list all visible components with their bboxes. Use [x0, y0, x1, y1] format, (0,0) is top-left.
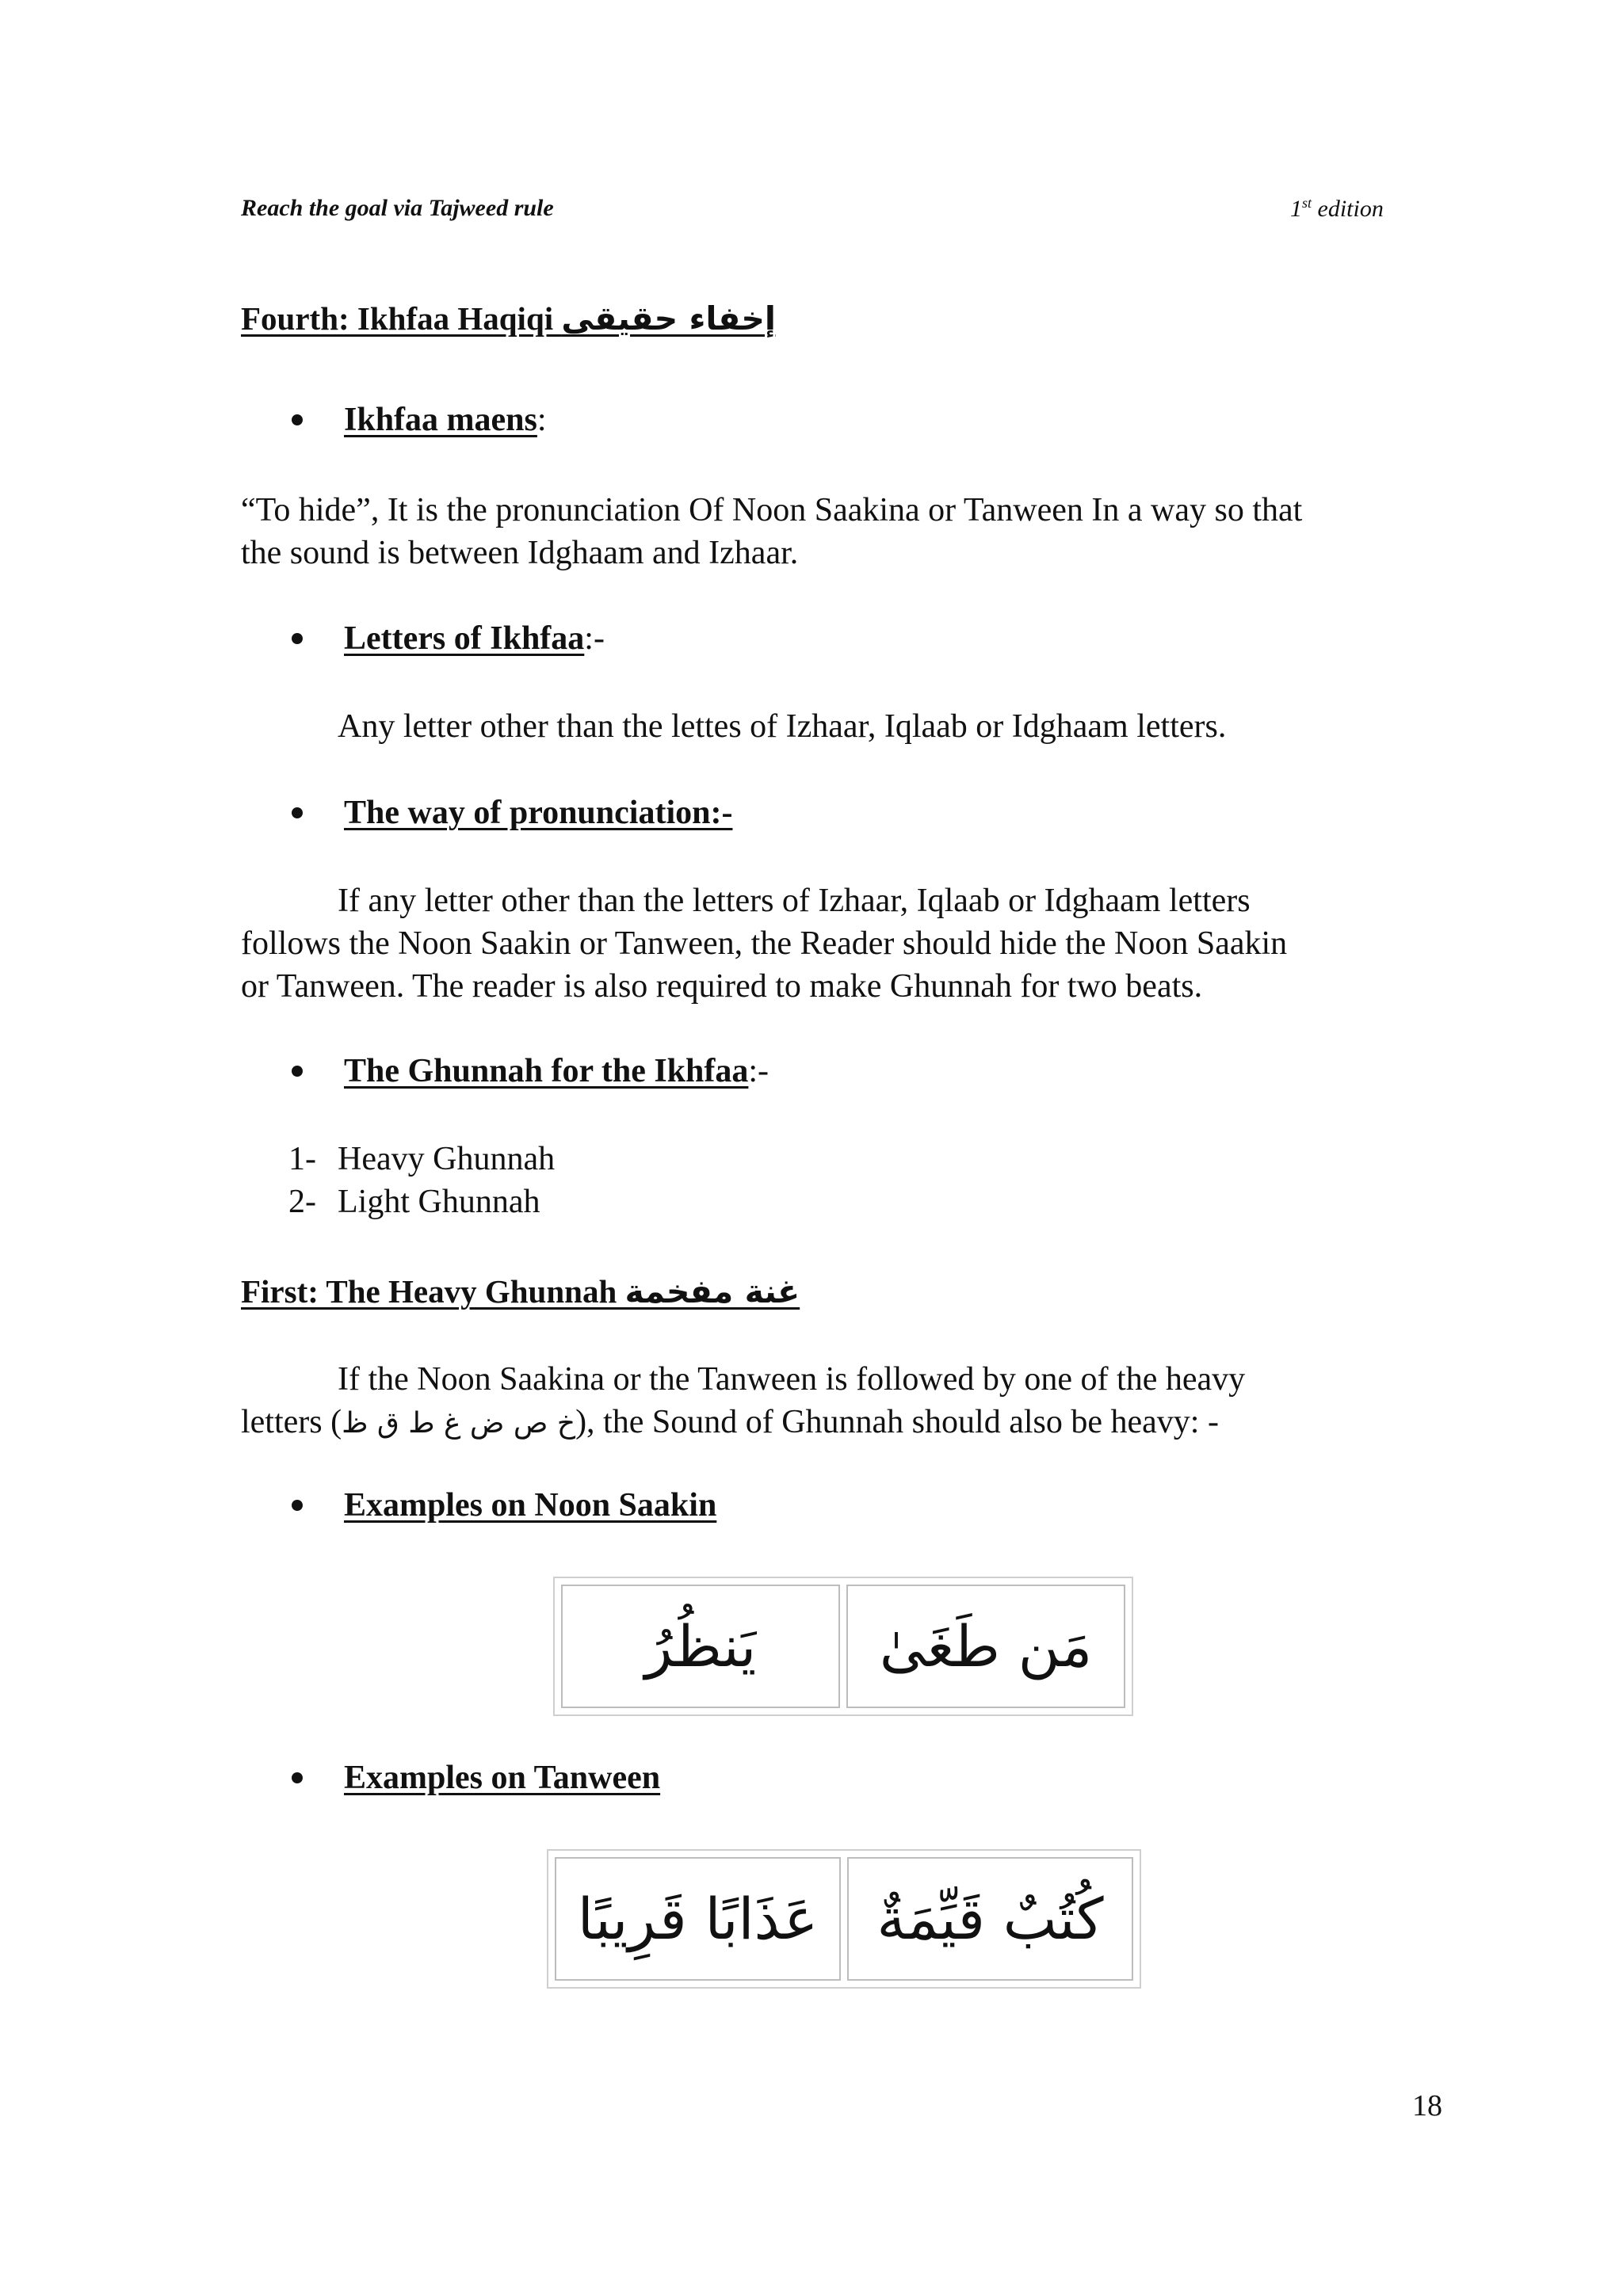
example-cell: يَنظُرُ: [561, 1585, 840, 1708]
bullet-suffix: :-: [748, 1053, 769, 1089]
page-number: 18: [1412, 2089, 1442, 2122]
running-header-edition: [1290, 195, 1384, 223]
bullet-suffix: :: [537, 402, 547, 438]
bullet-label: Examples on Noon Saakin: [344, 1487, 717, 1524]
bullet-ikhfaa-meaning: [292, 401, 547, 439]
section-heading-ar: إخفاء حقيقى: [561, 299, 776, 338]
paragraph-line: If any letter other than the letters of Izhaar, Iqlaab or Idghaam letters: [338, 883, 1251, 919]
edition-suffix: st: [1302, 195, 1312, 211]
bullet-label: The Ghunnah for the Ikhfaa: [344, 1053, 749, 1089]
section-heading-ar: غنة مفخمة: [624, 1272, 800, 1310]
running-header-title: Reach the goal via Tajweed rule: [241, 195, 554, 221]
section-heading-heavy-ghunnah: [241, 1272, 800, 1310]
bullet-dot: [292, 1500, 303, 1511]
paragraph-heavy-letters: [241, 1358, 1245, 1445]
section-heading-ikhfaa-haqiqi: [241, 299, 776, 338]
paragraph-line: [241, 1401, 1245, 1445]
bullet-dot: [292, 807, 303, 818]
bullet-dot: [292, 414, 303, 425]
examples-table-tanween: [547, 1849, 1141, 1989]
bullet-suffix: :-: [584, 620, 605, 657]
numbered-list: [288, 1138, 555, 1223]
bullet-letters-of-ikhfaa: [292, 620, 605, 658]
bullet-ghunnah-for-ikhfaa: [292, 1052, 769, 1090]
list-number: 1-: [288, 1141, 316, 1177]
bullet-dot: [292, 1066, 303, 1077]
example-cell: مَن طَغَىٰ: [846, 1585, 1125, 1708]
list-item: [288, 1180, 555, 1223]
example-cell: عَذَابًا قَرِيبًا: [555, 1857, 841, 1981]
bullet-label: Ikhfaa maens: [344, 402, 537, 438]
bullet-dot: [292, 1772, 303, 1783]
heavy-letters-ar: خ ص ض غ ط ق ظ: [342, 1407, 576, 1440]
list-text: Light Ghunnah: [338, 1184, 540, 1220]
paragraph-text: ), the Sound of Ghunnah should also be heavy: -: [575, 1404, 1219, 1440]
paragraph-line: follows the Noon Saakin or Tanween, the Reader should hide the Noon Saakin: [241, 925, 1288, 962]
paragraph-meaning: [241, 489, 1302, 574]
paragraph-pronunciation: [241, 879, 1287, 1008]
section-heading-en: Fourth: Ikhfaa Haqiqi: [241, 300, 562, 337]
paragraph-text: letters (: [241, 1404, 342, 1440]
bullet-way-of-pronunciation: [292, 794, 732, 832]
bullet-label: Letters of Ikhfaa: [344, 620, 585, 657]
bullet-dot: [292, 633, 303, 644]
bullet-examples-tanween: [292, 1759, 660, 1797]
paragraph-letters: Any letter other than the lettes of Izhaar, Iqlaab or Idghaam letters.: [338, 708, 1227, 745]
paragraph-line: or Tanween. The reader is also required to make Ghunnah for two beats.: [241, 968, 1203, 1005]
list-text: Heavy Ghunnah: [338, 1141, 556, 1177]
bullet-label: The way of pronunciation:-: [344, 795, 733, 831]
paragraph-line: the sound is between Idghaam and Izhaar.: [241, 535, 799, 571]
list-number: 2-: [288, 1184, 316, 1220]
bullet-label: Examples on Tanween: [344, 1760, 661, 1796]
example-cell: كُتُبٌ قَيِّمَةٌ: [847, 1857, 1133, 1981]
edition-number: 1: [1290, 196, 1302, 222]
edition-label: edition: [1312, 196, 1384, 222]
paragraph-line: If the Noon Saakina or the Tanween is followed by one of the heavy: [338, 1361, 1246, 1398]
bullet-examples-noon-saakin: [292, 1486, 716, 1524]
paragraph-line: “To hide”, It is the pronunciation Of Noon Saakina or Tanween In a way so that: [241, 492, 1303, 528]
list-item: [288, 1138, 555, 1180]
examples-table-noon-saakin: [553, 1577, 1133, 1716]
section-heading-en: First: The Heavy Ghunnah: [241, 1273, 625, 1310]
